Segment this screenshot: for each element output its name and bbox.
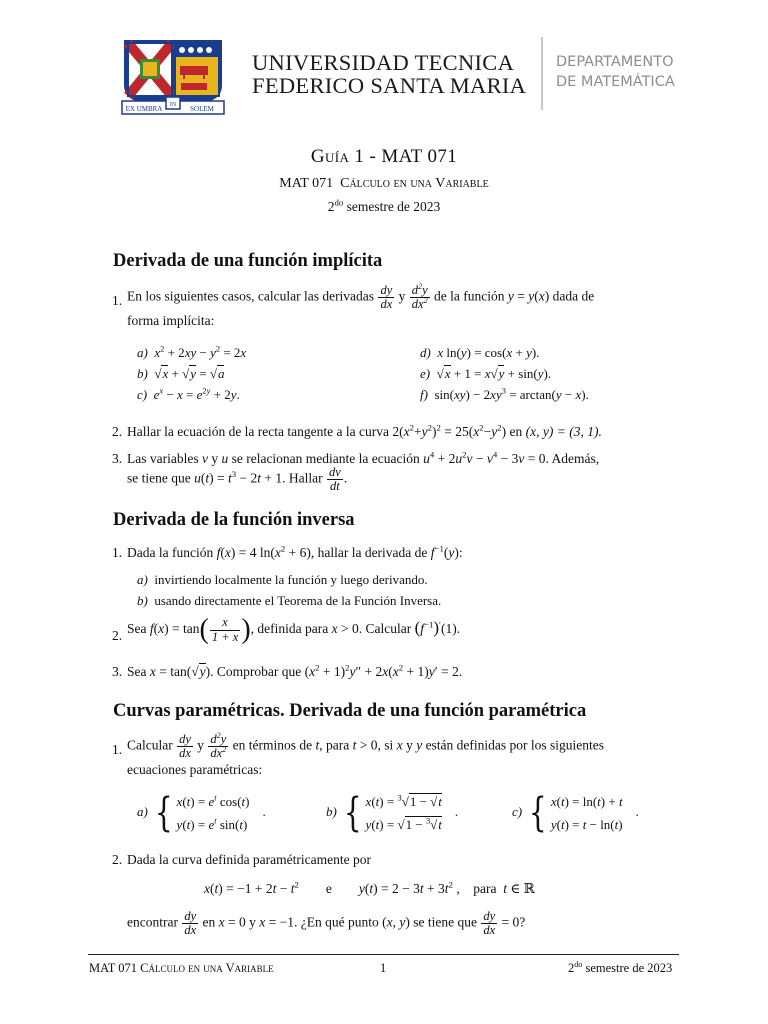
problem-number: 1. [112,742,123,757]
guide-title: Guía 1 - MAT 071 [310,146,458,167]
system-a: a) { $x(t) = e^t$ cos(t) $y(t) = e^t$ sin(t) . [137,790,266,836]
motto-left: EX UMBRA [125,105,163,113]
section-inverse-title: Derivada de la función inversa [113,510,355,530]
header-divider [541,37,543,110]
course-code: MAT 071 [279,176,334,191]
problem-3-1-line1: Calcular $\frac{dy}{dx}$ y $\frac{d^2y}{dx^2}$ en términos de t, para t > 0, si x y y están definidas por los siguientes [127,730,605,761]
course-subtitle [0,176,768,192]
footer-semester: $2^{do}$ semestre de 2023 [568,959,673,975]
system-c: c) { x(t) = ln(t) + t y(t) = t − ln(t) . [512,790,639,836]
problem-2-3: Sea x = tan(√y). Comprobar que $(x^2 + 1)^2y'' + 2x(x^2 + 1)y' = 2$. [127,662,463,679]
item-f: f) $\sin(xy) - 2xy^3 = \arctan(y - x)$. [420,385,589,402]
item-b: b) √x + √y = √a [137,366,225,381]
footer-rule [88,954,679,955]
sub-item-b: b) usando directamente el Teorema de la Función Inversa. [137,593,442,608]
problem-1-1-line2: forma implícita: [127,313,215,328]
problem-number: 2. [112,852,123,867]
section-parametric-title: Curvas paramétricas. Derivada de una función paramétrica [113,701,587,721]
course-name: Cálculo en una Variable [340,176,489,191]
problem-number: 1. [112,293,123,308]
section-implicit-title: Derivada de una función implícita [113,251,383,271]
problem-1-3-line2: se tiene que $u(t) = t^3 - 2t + 1$. Hallar $\frac{dv}{dt}$ . [127,465,348,494]
department-line2: DE MATEMÁTICA [556,74,675,90]
item-c: c) $e^x - x = e^{2y} + 2y$. [137,385,240,402]
problem-3-2-equation: $x(t) = -1 + 2t - t^2$ e $y(t) = 2 - 3t + 3t^2$ , para t ∈ ℝ [204,879,535,896]
sub-item-a: a) invirtiendo localmente la función y luego derivando. [137,572,428,587]
problem-2-1: Dada la función f(x) = 4 $\ln(x^2 + 6)$, hallar la derivada de $f^{-1}(y)$: [127,543,463,560]
problem-1-1-line1: En los siguientes casos, calcular las derivadas $\frac{dy}{dx}$ y $\frac{d^2y}{dx^2}$ de la función y = y(x) dada de [127,281,595,312]
problem-1-2: Hallar la ecuación de la recta tangente a la curva $2(x^2+y^2)^2 = 25(x^2-y^2)$ en (x, y) = (3, 1). [127,422,602,439]
footer-course: MAT 071 Cálculo en una Variable [89,961,274,975]
problem-2-2: Sea f(x) = tan( $\frac{x}{1 + x}$ ), definida para x > 0. Calcular $(f^{-1})'(1)$. [127,614,461,645]
problem-3-1-line2: ecuaciones paramétricas: [127,762,263,777]
page-number: 1 [380,961,387,975]
department-line1: DEPARTAMENTO [556,54,674,70]
university-crest [118,37,228,119]
motto-mid: IN [169,102,177,108]
problem-3-2-line1: Dada la curva definida paramétricamente por [127,852,371,867]
university-name-line2: FEDERICO SANTA MARIA [252,73,527,98]
university-name-line1: UNIVERSIDAD TECNICA [252,50,515,75]
item-e: e) √x + 1 = x√y + sin(y). [420,366,552,381]
motto-right: SOLEM [190,105,214,113]
problem-number: 3. [112,664,123,679]
item-d: d) x ln(y) = cos(x + y). [420,345,540,360]
problem-1-3-line1: Las variables v y u se relacionan mediante la ecuación $u^4 + 2u^2v - v^4 - 3v = 0$. Además, [127,449,600,466]
problem-number: 2. [112,628,123,643]
problem-3-2-line3: encontrar $\frac{dy}{dx}$ en x = 0 y x = −1. ¿En qué punto (x, y) se tiene que $\frac{dy}{dx}$ = 0? [127,909,526,938]
item-a: a) $x^2 + 2xy - y^2 = 2x$ [137,343,247,360]
system-b: b) { x(t) = $^3$√1 − √t y(t) = √1 − $^3$√t . [326,790,459,836]
semester: $2^{do}$ semestre de 2023 [327,197,441,214]
problem-number: 1. [112,545,123,560]
problem-number: 3. [112,451,123,466]
problem-number: 2. [112,424,123,439]
